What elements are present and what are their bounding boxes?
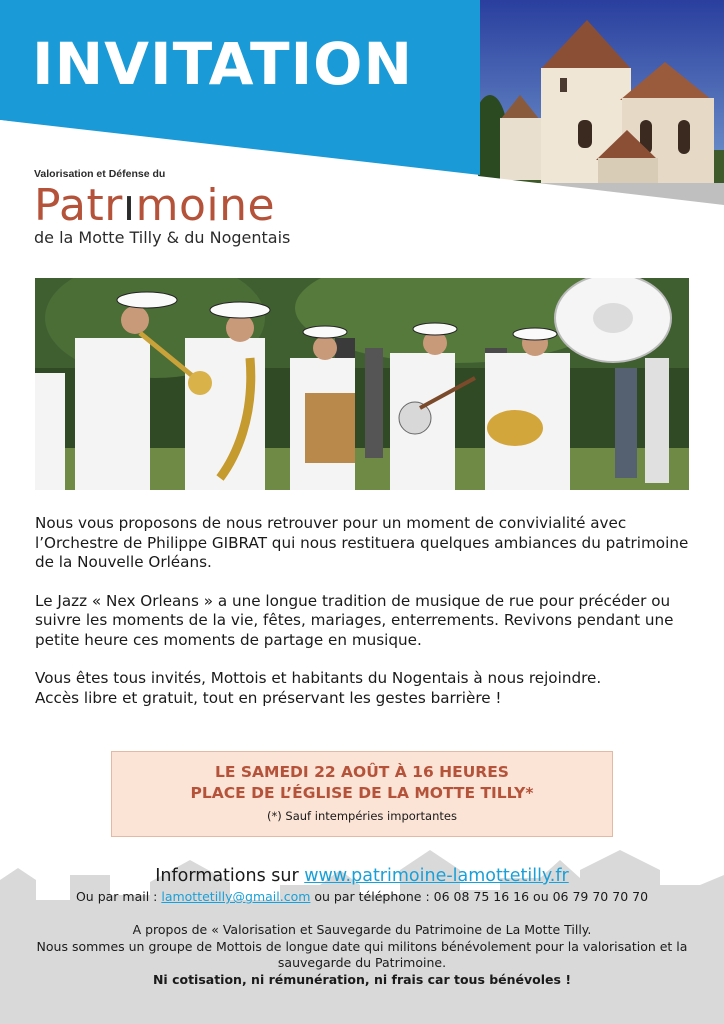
about-line-1: A propos de « Valorisation et Sauvegarde du Patrimoine de La Motte Tilly.	[132, 922, 592, 937]
event-box	[111, 751, 613, 837]
logo-name	[34, 182, 364, 230]
logo-tagline: Valorisation et Défense du	[34, 168, 166, 180]
email-link[interactable]: lamottetilly@gmail.com	[161, 889, 311, 904]
about-line-3: Ni cotisation, ni rémunération, ni frais car tous bénévoles !	[152, 971, 572, 987]
info-contact-line	[0, 889, 724, 904]
info-prefix: Informations sur	[155, 866, 305, 886]
logo-name-part1: Patr	[34, 180, 123, 231]
about-line-2: Nous sommes un groupe de Mottois de longue date qui militons bénévolement pour la valorisation et la sauvegarde du Patrimoine.	[36, 938, 688, 970]
info-website-line	[0, 866, 724, 886]
mail-prefix: Ou par mail :	[75, 889, 162, 904]
phone-text: ou par téléphone : 06 08 75 16 16 ou 06 79 70 70 70	[310, 889, 649, 904]
about-section	[0, 922, 724, 988]
event-date: LE SAMEDI 22 AOÛT À 16 HEURES	[215, 763, 509, 781]
body-paragraph-3-line-1: Vous êtes tous invités, Mottois et habitants du Nogentais à nous rejoindre.	[35, 669, 602, 687]
patrimoine-logo	[34, 168, 364, 247]
body-paragraph-3	[35, 669, 695, 708]
logo-subtitle: de la Motte Tilly & du Nogentais	[34, 228, 291, 247]
body-paragraph-1: Nous vous proposons de nous retrouver pour un moment de convivialité avec l’Orchestre de Philippe GIBRAT qui nous restituera quelques ambiances du patrimoine de la Nouvelle Orléans.	[35, 514, 689, 571]
info-section	[0, 866, 724, 988]
invitation-title: INVITATION	[32, 30, 414, 98]
logo-clarinet-i: ı	[122, 180, 136, 231]
body-paragraph-3-line-2: Accès libre et gratuit, tout en préservant les gestes barrière !	[35, 688, 502, 707]
body-paragraph-2: Le Jazz « Nex Orleans » a une longue tradition de musique de rue pour précéder ou suivre les moments de la vie, fêtes, mariages, enterrements. Revivons pendant une petite heure ces moments de partage en musique.	[35, 591, 674, 649]
logo-name-part2: moine	[135, 180, 276, 231]
jazz-band-photo	[35, 278, 689, 490]
event-note: (*) Sauf intempéries importantes	[267, 809, 457, 823]
website-link[interactable]: www.patrimoine-lamottetilly.fr	[304, 866, 569, 886]
invitation-body	[35, 514, 695, 727]
event-place: PLACE DE L’ÉGLISE DE LA MOTTE TILLY*	[190, 784, 534, 802]
